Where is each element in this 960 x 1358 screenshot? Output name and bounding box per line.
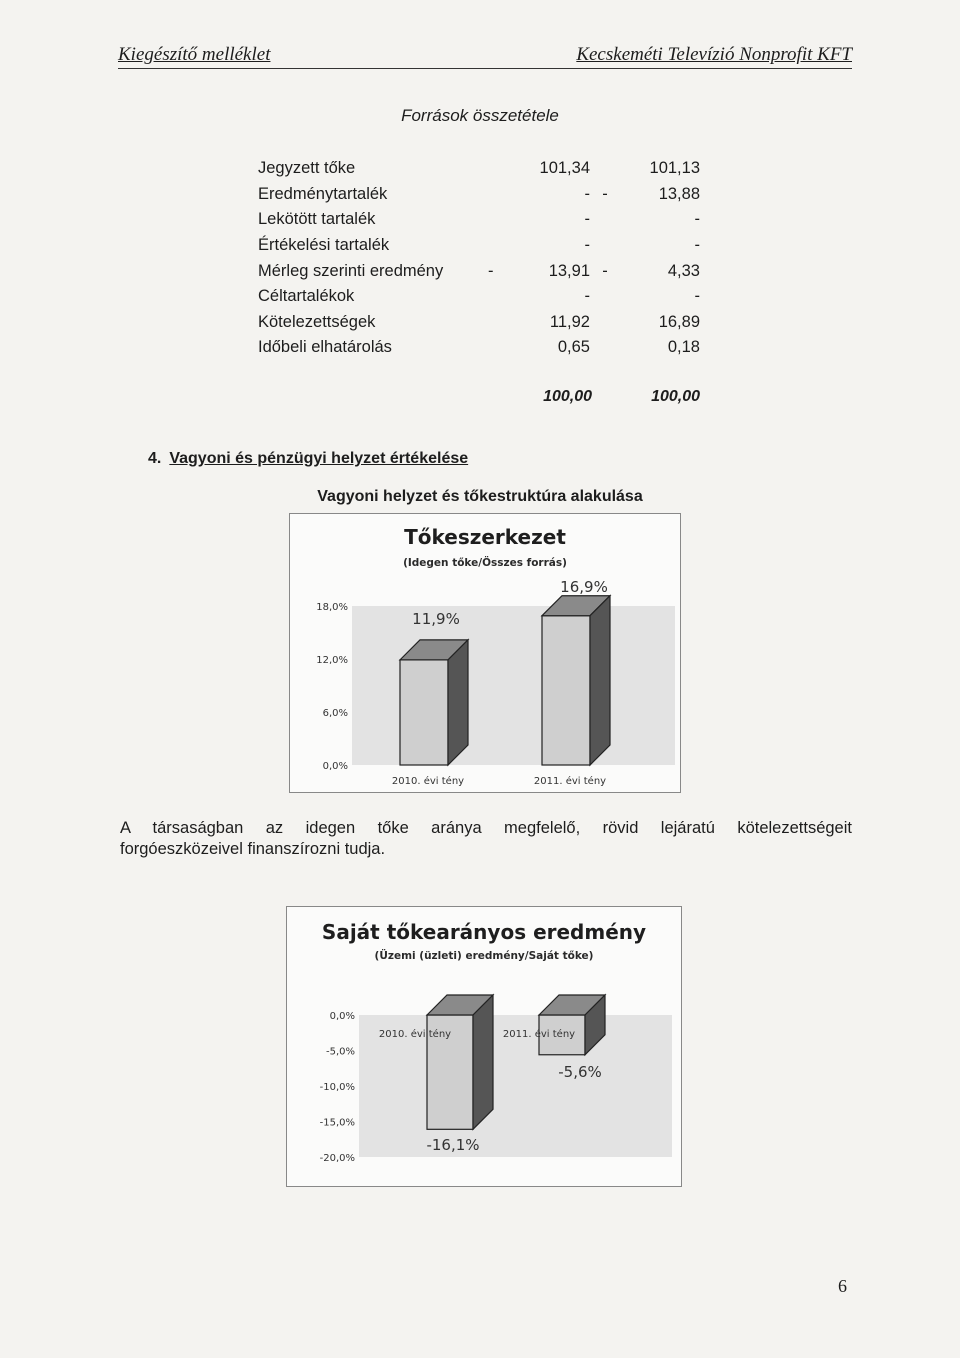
data-label: -5,6% <box>558 1063 602 1081</box>
bar <box>400 660 448 765</box>
table-row <box>258 284 700 310</box>
cell-label: Időbeli elhatárolás <box>258 338 392 357</box>
page-number: 6 <box>838 1276 847 1296</box>
y-tick-label: -10,0% <box>319 1082 355 1093</box>
chart1-caption: Vagyoni helyzet és tőkestruktúra alakulása <box>317 488 643 505</box>
cell-m1 <box>488 335 508 361</box>
cell-v2: 13,88 <box>658 184 700 203</box>
cell-v1: - <box>584 287 590 306</box>
paragraph-line-2: forgóeszközeivel finanszírozni tudja. <box>120 840 386 858</box>
section-4-heading <box>148 450 468 468</box>
cell-v2: 101,13 <box>649 159 700 178</box>
bar <box>542 616 590 765</box>
cell-v1: 13,91 <box>548 261 590 280</box>
chart-subtitle: (Idegen tőke/Összes forrás) <box>403 557 567 569</box>
cell-m1 <box>488 207 508 233</box>
header-left-text: Kiegészítő melléklet <box>118 44 271 65</box>
data-label: -16,1% <box>426 1136 480 1154</box>
cell-v2: - <box>694 236 700 255</box>
cell-m1: - <box>488 261 494 280</box>
cell-m2 <box>590 284 620 310</box>
data-label: 16,9% <box>560 578 608 596</box>
chart-title: Tőkeszerkezet <box>404 525 566 549</box>
chart-title: Saját tőkearányos eredmény <box>321 920 647 944</box>
section-4-number: 4. <box>148 450 162 467</box>
y-tick-label: 6,0% <box>322 708 348 719</box>
cell-m2 <box>590 310 620 336</box>
bar-side <box>473 995 493 1129</box>
y-tick-label: -20,0% <box>319 1153 355 1164</box>
cell-v2: 16,89 <box>658 312 700 331</box>
sources-table <box>258 156 700 361</box>
category-label: 2010. évi tény <box>378 1029 452 1040</box>
cell-v2: - <box>694 287 700 306</box>
cell-m2 <box>590 156 620 182</box>
y-tick-label: 0,0% <box>322 761 348 772</box>
category-label: 2011. évi tény <box>533 776 607 787</box>
equity-return-chart <box>286 906 682 1187</box>
total-2011: 100,00 <box>651 388 700 405</box>
cell-v2: 0,18 <box>667 338 700 357</box>
header-right-text: Kecskeméti Televízió Nonprofit KFT <box>576 44 852 65</box>
cell-v2: - <box>694 210 700 229</box>
cell-label: Értékelési tartalék <box>258 236 390 255</box>
cell-m1 <box>488 182 508 208</box>
y-tick-label: -15,0% <box>319 1117 355 1129</box>
cell-label: Mérleg szerinti eredmény <box>258 261 444 280</box>
table-row <box>258 207 700 233</box>
cell-m1 <box>488 156 508 182</box>
cell-v1: 101,34 <box>539 159 590 178</box>
cell-m1 <box>488 284 508 310</box>
y-tick-label: 18,0% <box>316 602 348 613</box>
total-2010: 100,00 <box>543 388 592 405</box>
cell-label: Eredménytartalék <box>258 184 388 203</box>
section-4-title: Vagyoni és pénzügyi helyzet értékelése <box>169 450 469 467</box>
cell-m1 <box>488 233 508 259</box>
y-tick-label: 12,0% <box>316 655 348 666</box>
category-label: 2011. évi tény <box>502 1029 576 1040</box>
table-row <box>258 335 700 361</box>
cell-label: Lekötött tartalék <box>258 210 376 229</box>
page-header <box>118 42 852 69</box>
bar-side <box>590 596 610 765</box>
cell-label: Kötelezettségek <box>258 312 376 331</box>
table-row <box>258 310 700 336</box>
capital-structure-chart <box>289 513 681 793</box>
table-row <box>258 156 700 182</box>
cell-v1: - <box>584 210 590 229</box>
table-row <box>258 182 700 208</box>
cell-m1 <box>488 310 508 336</box>
equity-return-chart-svg <box>287 907 681 1186</box>
cell-m2 <box>590 233 620 259</box>
cell-m2 <box>590 207 620 233</box>
cell-v1: - <box>584 236 590 255</box>
cell-m2: - <box>602 261 608 280</box>
paragraph-line-1: A társaságban az idegen tőke aránya megfelelő, rövid lejáratú kötelezettségeit <box>120 819 852 837</box>
cell-m2: - <box>602 184 608 203</box>
paragraph <box>120 818 852 860</box>
table-row <box>258 233 700 259</box>
category-label: 2010. évi tény <box>391 776 465 787</box>
bar-side <box>448 640 468 765</box>
table-row <box>258 258 700 284</box>
cell-label: Céltartalékok <box>258 287 355 306</box>
section-title: Források összetétele <box>401 106 559 125</box>
cell-m2 <box>590 335 620 361</box>
cell-v2: 4,33 <box>667 261 700 280</box>
cell-v1: 11,92 <box>549 312 590 331</box>
y-tick-label: 0,0% <box>329 1011 355 1022</box>
capital-structure-chart-svg <box>290 514 680 792</box>
y-tick-label: -5,0% <box>325 1046 355 1058</box>
cell-v1: - <box>584 184 590 203</box>
chart-subtitle: (Üzemi (üzleti) eredmény/Saját tőke) <box>374 950 594 962</box>
data-label: 11,9% <box>412 610 460 628</box>
cell-label: Jegyzett tőke <box>258 159 356 178</box>
cell-v1: 0,65 <box>557 338 590 357</box>
